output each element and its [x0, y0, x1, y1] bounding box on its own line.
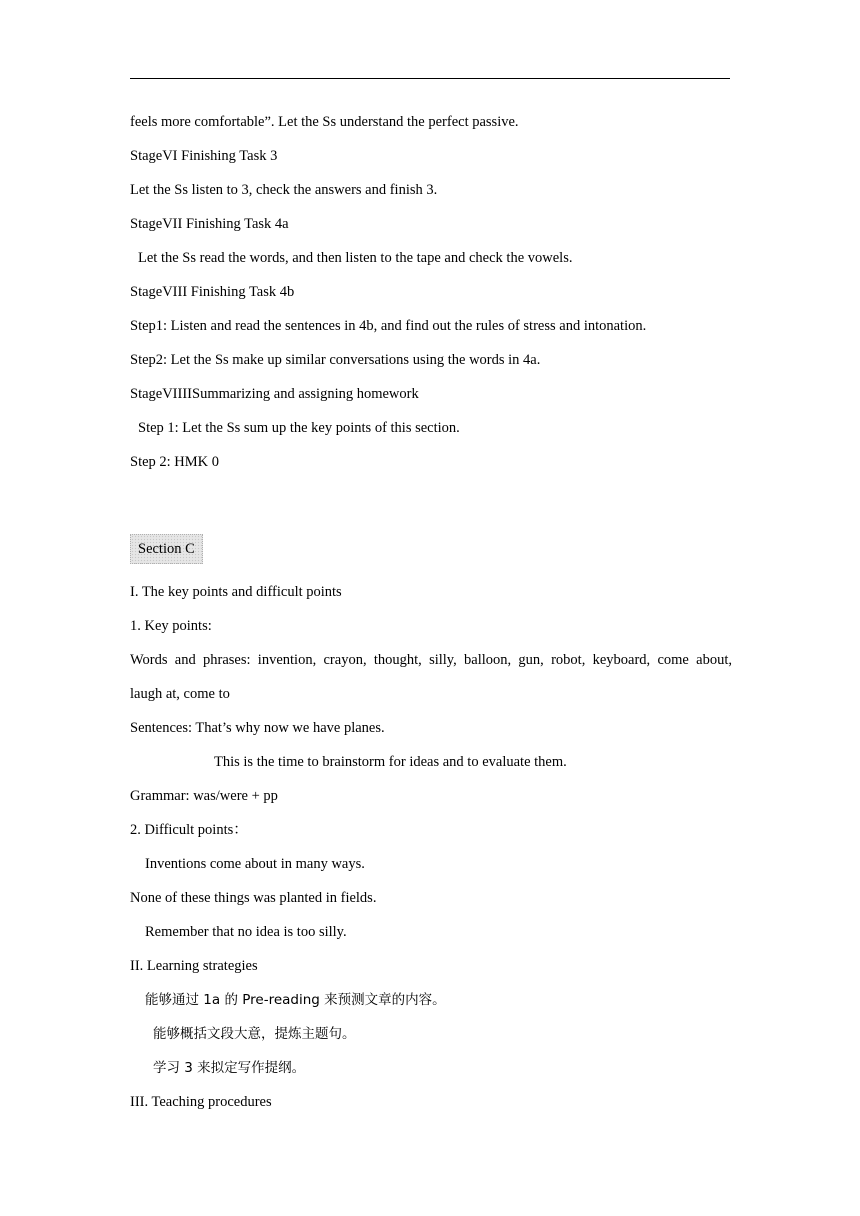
stage-heading: StageVIIIISummarizing and assigning homework: [130, 386, 419, 402]
stage-heading: StageVIII Finishing Task 4b: [130, 284, 295, 300]
strategy-item: 能够概括文段大意，提炼主题句。: [153, 1026, 356, 1042]
step-line: Step1: Listen and read the sentences in 4b, and find out the rules of stress and intonation.: [130, 318, 647, 334]
stage-heading: StageVI Finishing Task 3: [130, 148, 278, 164]
strategy-item: 能够通过 1a 的 Pre-reading 来预测文章的内容。: [145, 992, 446, 1008]
words-and-phrases: Words and phrases: invention, crayon, thought, silly, balloon, gun, robot, keyboard, come about,: [130, 652, 732, 668]
heading-teaching-procedures: III. Teaching procedures: [130, 1094, 272, 1110]
difficult-point-item: None of these things was planted in fields.: [130, 890, 377, 906]
difficult-point-item: Remember that no idea is too silly.: [145, 924, 347, 940]
blank-line: [130, 484, 732, 534]
subheading-key-points: 1. Key points:: [130, 618, 212, 634]
text-line: feels more comfortable”. Let the Ss understand the perfect passive.: [130, 114, 519, 130]
section-heading: Section C: [130, 534, 203, 564]
subheading-difficult-points: 2. Difficult points：: [130, 822, 248, 838]
heading-key-points: I. The key points and difficult points: [130, 584, 342, 600]
step-line: Step2: Let the Ss make up similar conversations using the words in 4a.: [130, 352, 541, 368]
step-line: Step 2: HMK 0: [130, 454, 220, 470]
sentences-line: Sentences: That’s why now we have planes.: [130, 720, 385, 736]
grammar-line: Grammar: was/were + pp: [130, 788, 278, 804]
step-line: Step 1: Let the Ss sum up the key points of this section.: [138, 420, 460, 436]
document-body: [130, 110, 732, 1124]
strategy-item: 学习 3 来拟定写作提纲。: [153, 1060, 306, 1076]
section-heading-wrap: [130, 534, 732, 574]
text-line: Let the Ss read the words, and then listen to the tape and check the vowels.: [138, 250, 573, 266]
difficult-point-item: Inventions come about in many ways.: [145, 856, 365, 872]
header-rule: [130, 78, 730, 79]
text-line: Let the Ss listen to 3, check the answers and finish 3.: [130, 182, 438, 198]
words-and-phrases-continued: laugh at, come to: [130, 686, 230, 702]
stage-heading: StageVII Finishing Task 4a: [130, 216, 289, 232]
heading-learning-strategies: II. Learning strategies: [130, 958, 258, 974]
sentences-line-continued: This is the time to brainstorm for ideas and to evaluate them.: [214, 754, 567, 770]
